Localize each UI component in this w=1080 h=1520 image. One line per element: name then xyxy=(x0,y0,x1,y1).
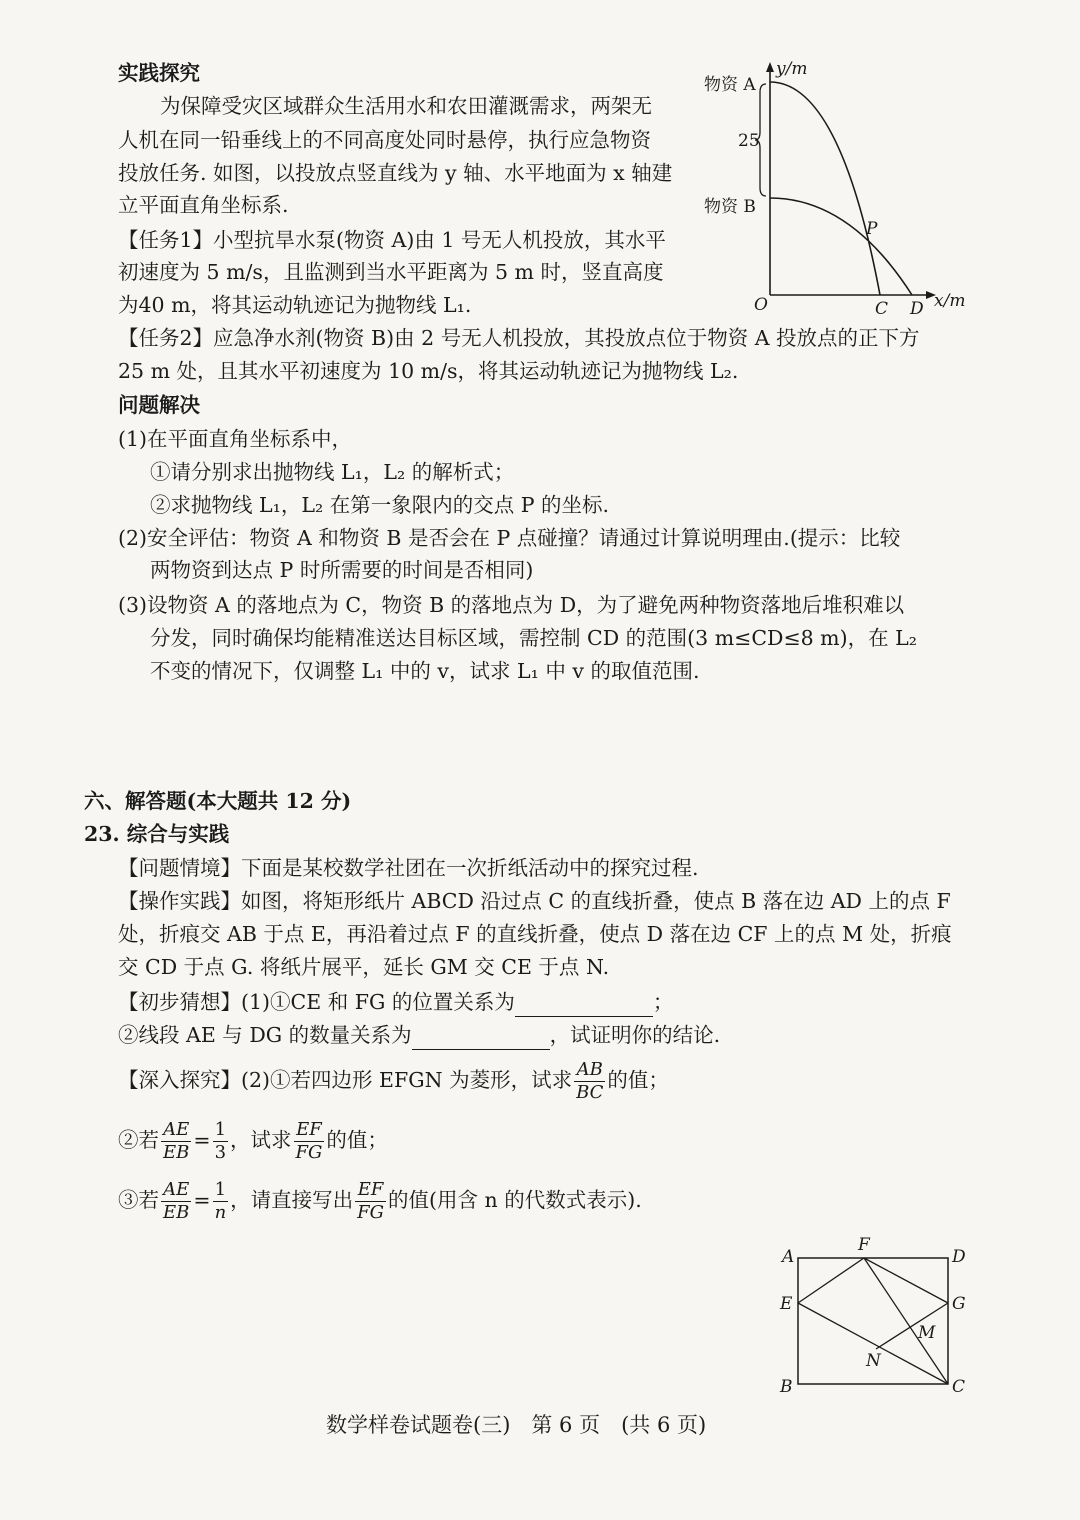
fraction-ab-bc xyxy=(574,1061,605,1102)
fraction-numerator: AE xyxy=(161,1181,191,1202)
fraction-denominator: 3 xyxy=(214,1142,227,1163)
section6-heading: 六、解答题(本大题共 12 分) xyxy=(84,789,352,813)
fraction-denominator: BC xyxy=(576,1082,604,1103)
intro-line-3: 投放任务. 如图，以投放点竖直线为 y 轴、水平地面为 x 轴建 xyxy=(118,161,673,185)
deep-b-pre: ②若 xyxy=(118,1128,159,1152)
guess1-b-text: ②线段 AE 与 DG 的数量关系为 xyxy=(118,1023,412,1047)
vertex-b: B xyxy=(780,1377,793,1397)
page-footer: 数学样卷试题卷(三) 第 6 页 (共 6 页) xyxy=(326,1413,707,1437)
equals-sign: = xyxy=(193,1188,211,1212)
intro-line-1: 为保障受灾区域群众生活用水和农田灌溉需求，两架无 xyxy=(160,94,652,118)
fraction-ef-fg xyxy=(294,1121,325,1162)
guess1-b-end: ，试证明你的结论. xyxy=(549,1023,721,1047)
fraction-ef-fg xyxy=(355,1181,386,1222)
vertex-f: F xyxy=(858,1235,870,1255)
vertex-n: N xyxy=(866,1351,881,1371)
answer-blank-2[interactable] xyxy=(412,1027,550,1050)
fraction-denominator: EB xyxy=(163,1202,190,1223)
segment-fg xyxy=(864,1258,948,1303)
y-axis-arrow xyxy=(766,62,774,72)
q3-line-2: 分发，同时确保均能精准送达目标区域，需控制 CD 的范围(3 m≤CD≤8 m)，在 L₂ xyxy=(150,626,917,650)
deep-a-end: 的值； xyxy=(607,1068,669,1092)
fraction-ae-eb xyxy=(161,1181,191,1222)
y-axis-label: y/m xyxy=(776,59,808,79)
segment-gn xyxy=(876,1303,948,1349)
task2-line-1: 【任务2】应急净水剂(物资 B)由 2 号无人机投放，其投放点位于物资 A 投放点的正下方 xyxy=(118,326,920,350)
x-axis-label: x/m xyxy=(934,291,966,311)
fraction-denominator: FG xyxy=(357,1202,385,1223)
segment-ef xyxy=(798,1258,864,1303)
q23-title: 23. 综合与实践 xyxy=(84,822,230,846)
guess1-a-end: ； xyxy=(652,990,674,1014)
vertex-c: C xyxy=(952,1377,966,1397)
q3-line-3: 不变的情况下，仅调整 L₁ 中的 v，试求 L₁ 中 v 的取值范围. xyxy=(150,659,700,683)
point-c-label: C xyxy=(875,299,889,319)
guess1-a-text: 【初步猜想】(1)①CE 和 FG 的位置关系为 xyxy=(118,990,515,1014)
fraction-numerator: EF xyxy=(294,1121,325,1142)
guess1-a xyxy=(118,987,673,1017)
fraction-denominator: EB xyxy=(163,1142,190,1163)
equals-sign: = xyxy=(193,1128,211,1152)
deep-b xyxy=(118,1118,388,1162)
gap-value: 25 xyxy=(738,131,760,151)
fraction-numerator: AE xyxy=(161,1121,191,1142)
vertex-d: D xyxy=(952,1247,966,1267)
guess1-b xyxy=(118,1020,720,1050)
task1-line-3: 为40 m，将其运动轨迹记为抛物线 L₁. xyxy=(118,293,472,317)
label-material-b: 物资 B xyxy=(704,197,756,217)
vertex-m: M xyxy=(918,1323,936,1343)
deep-c xyxy=(118,1178,642,1222)
deep-c-end: 的值(用含 n 的代数式表示). xyxy=(388,1188,642,1212)
vertex-e: E xyxy=(780,1294,793,1314)
vertex-a: A xyxy=(782,1247,795,1267)
answer-blank-1[interactable] xyxy=(515,994,653,1017)
operation-line-2: 处，折痕交 AB 于点 E，再沿着过点 F 的直线折叠，使点 D 落在边 CF 上的点 M 处，折痕 xyxy=(118,922,952,946)
task1-line-2: 初速度为 5 m/s，且监测到当水平距离为 5 m 时，竖直高度 xyxy=(118,260,664,284)
parabola-L2 xyxy=(770,198,912,295)
task1-line-1: 【任务1】小型抗旱水泵(物资 A)由 1 号无人机投放，其水平 xyxy=(118,228,666,252)
point-p-label: P xyxy=(866,219,878,239)
deep-a xyxy=(118,1058,669,1102)
deep-c-mid: ，请直接写出 xyxy=(230,1188,354,1212)
intro-line-4: 立平面直角坐标系. xyxy=(118,193,289,217)
operation-line-3: 交 CD 于点 G. 将纸片展平，延长 GM 交 CE 于点 N. xyxy=(118,955,610,979)
fraction-numerator: 1 xyxy=(214,1119,227,1140)
fraction-numerator: EF xyxy=(355,1181,386,1202)
practice-heading: 实践探究 xyxy=(118,61,200,85)
solve-heading: 问题解决 xyxy=(118,393,200,417)
q2-line-2: 两物资到达点 P 时所需要的时间是否相同) xyxy=(150,558,534,582)
parabola-L1 xyxy=(770,82,880,295)
folding-figure xyxy=(770,1232,980,1402)
intro-line-2: 人机在同一铅垂线上的不同高度处同时悬停，执行应急物资 xyxy=(118,128,651,152)
context-line: 【问题情境】下面是某校数学社团在一次折纸活动中的探究过程. xyxy=(118,856,699,880)
fraction-numerator: 1 xyxy=(213,1181,229,1202)
q1-line-3: ②求抛物线 L₁，L₂ 在第一象限内的交点 P 的坐标. xyxy=(150,493,610,517)
fraction-one-third xyxy=(213,1121,228,1162)
origin-label: O xyxy=(754,295,768,315)
fraction-numerator: AB xyxy=(574,1061,605,1082)
deep-b-mid: ，试求 xyxy=(230,1128,292,1152)
q1-line-2: ①请分别求出抛物线 L₁，L₂ 的解析式； xyxy=(150,460,515,484)
q2-line-1: (2)安全评估：物资 A 和物资 B 是否会在 P 点碰撞？请通过计算说明理由.(提示：比较 xyxy=(118,526,901,550)
deep-a-text: 【深入探究】(2)①若四边形 EFGN 为菱形，试求 xyxy=(118,1068,573,1092)
vertex-g: G xyxy=(952,1294,966,1314)
fraction-ae-eb xyxy=(161,1121,191,1162)
operation-line-1: 【操作实践】如图，将矩形纸片 ABCD 沿过点 C 的直线折叠，使点 B 落在边 AD 上的点 F xyxy=(118,889,951,913)
q3-line-1: (3)设物资 A 的落地点为 C，物资 B 的落地点为 D，为了避免两种物资落地后堆积难以 xyxy=(118,593,905,617)
label-material-a: 物资 A xyxy=(704,75,756,95)
fraction-denominator: FG xyxy=(295,1142,323,1163)
fraction-one-n xyxy=(213,1181,229,1222)
fraction-denominator: n xyxy=(214,1202,227,1223)
q1-line-1: (1)在平面直角坐标系中， xyxy=(118,427,353,451)
deep-c-pre: ③若 xyxy=(118,1188,159,1212)
point-d-label: D xyxy=(910,299,924,319)
parabola-graph xyxy=(700,52,972,320)
task2-line-2: 25 m 处，且其水平初速度为 10 m/s，将其运动轨迹记为抛物线 L₂. xyxy=(118,359,739,383)
deep-b-end: 的值； xyxy=(326,1128,388,1152)
segment-ec xyxy=(798,1303,948,1384)
